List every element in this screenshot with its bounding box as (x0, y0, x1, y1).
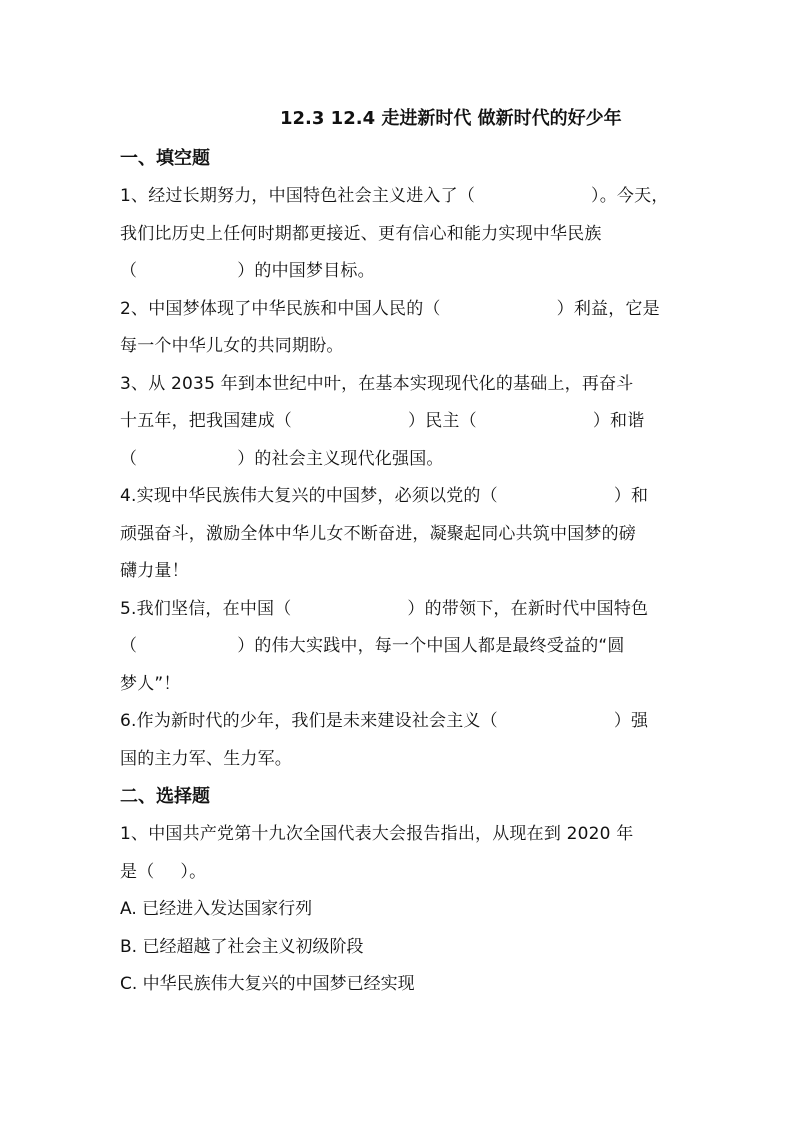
fill-q6-text-a: 6.作为新时代的少年，我们是未来建设社会主义（ (120, 711, 498, 731)
fill-q5-text-a: 5.我们坚信，在中国（ (120, 598, 292, 619)
fill-q3-text-d: ）和谐 (592, 411, 645, 431)
choice-q1-text-b: 是（ (120, 861, 155, 882)
fill-question-1 (120, 178, 676, 291)
fill-q4-text-b: ）和 (613, 486, 649, 506)
section-choice-heading: 二、选择题 (120, 786, 210, 807)
fill-q3-text-c: ）民主（ (408, 411, 477, 431)
fill-question-3 (120, 366, 676, 479)
choice-q1-text-a: 1、中国共产党第十九次全国代表大会报告指出，从现在到 2020 年 (120, 824, 634, 844)
fill-q5-text-c: （ (120, 636, 138, 656)
fill-q1-text-e: ）的中国梦目标。 (237, 261, 375, 281)
fill-q6-text-b: ）强 (613, 711, 649, 731)
fill-q2-text-a: 2、中国梦体现了中华民族和中国人民的（ (120, 298, 441, 319)
fill-question-5 (120, 591, 676, 704)
fill-q3-text-b: 十五年，把我国建成（ (120, 411, 292, 431)
fill-q1-text-c: 我们比历史上任何时期都更接近、更有信心和能力实现中华民族 (120, 223, 602, 244)
fill-q6-text-c: 国的主力军、生力军。 (120, 748, 292, 769)
fill-q4-text-d: 礴力量！ (120, 561, 189, 581)
fill-q4-text-a: 4.实现中华民族伟大复兴的中国梦，必须以党的（ (120, 486, 498, 506)
fill-question-4 (120, 478, 676, 591)
fill-q1-text-b: ）。今天， (591, 186, 669, 206)
fill-question-2 (120, 291, 676, 366)
fill-q3-text-f: ）的社会主义现代化强国。 (237, 448, 444, 469)
choice-question-1 (120, 816, 676, 891)
choice-option-b[interactable]: B. 已经超越了社会主义初级阶段 (120, 936, 364, 957)
fill-question-6 (120, 703, 676, 778)
fill-q5-text-e: 梦人”！ (120, 673, 181, 694)
choice-option-c[interactable]: C. 中华民族伟大复兴的中国梦已经实现 (120, 974, 415, 994)
fill-q4-text-c: 顽强奋斗，激励全体中华儿女不断奋进，凝聚起同心共筑中国梦的磅 (120, 523, 636, 544)
choice-q1-text-c: ）。 (180, 861, 207, 882)
document-title: 12.3 12.4 走进新时代 做新时代的好少年 (280, 108, 622, 129)
fill-q2-text-b: ）利益，它是 (556, 298, 660, 319)
fill-q2-text-c: 每一个中华儿女的共同期盼。 (120, 336, 344, 356)
fill-q1-text-a: 1、经过长期努力，中国特色社会主义进入了（ (120, 186, 476, 206)
fill-q5-text-b: ）的带领下，在新时代中国特色 (407, 598, 649, 619)
fill-q1-text-d: （ (120, 261, 138, 281)
section-fill-in-heading: 一、填空题 (120, 148, 210, 169)
fill-q5-text-d: ）的伟大实践中，每一个中国人都是最终受益的“圆 (237, 636, 625, 656)
fill-q3-text-e: （ (120, 448, 138, 469)
choice-option-a[interactable]: A. 已经进入发达国家行列 (120, 899, 313, 919)
fill-q3-text-a: 3、从 2035 年到本世纪中叶，在基本实现现代化的基础上，再奋斗 (120, 373, 634, 394)
